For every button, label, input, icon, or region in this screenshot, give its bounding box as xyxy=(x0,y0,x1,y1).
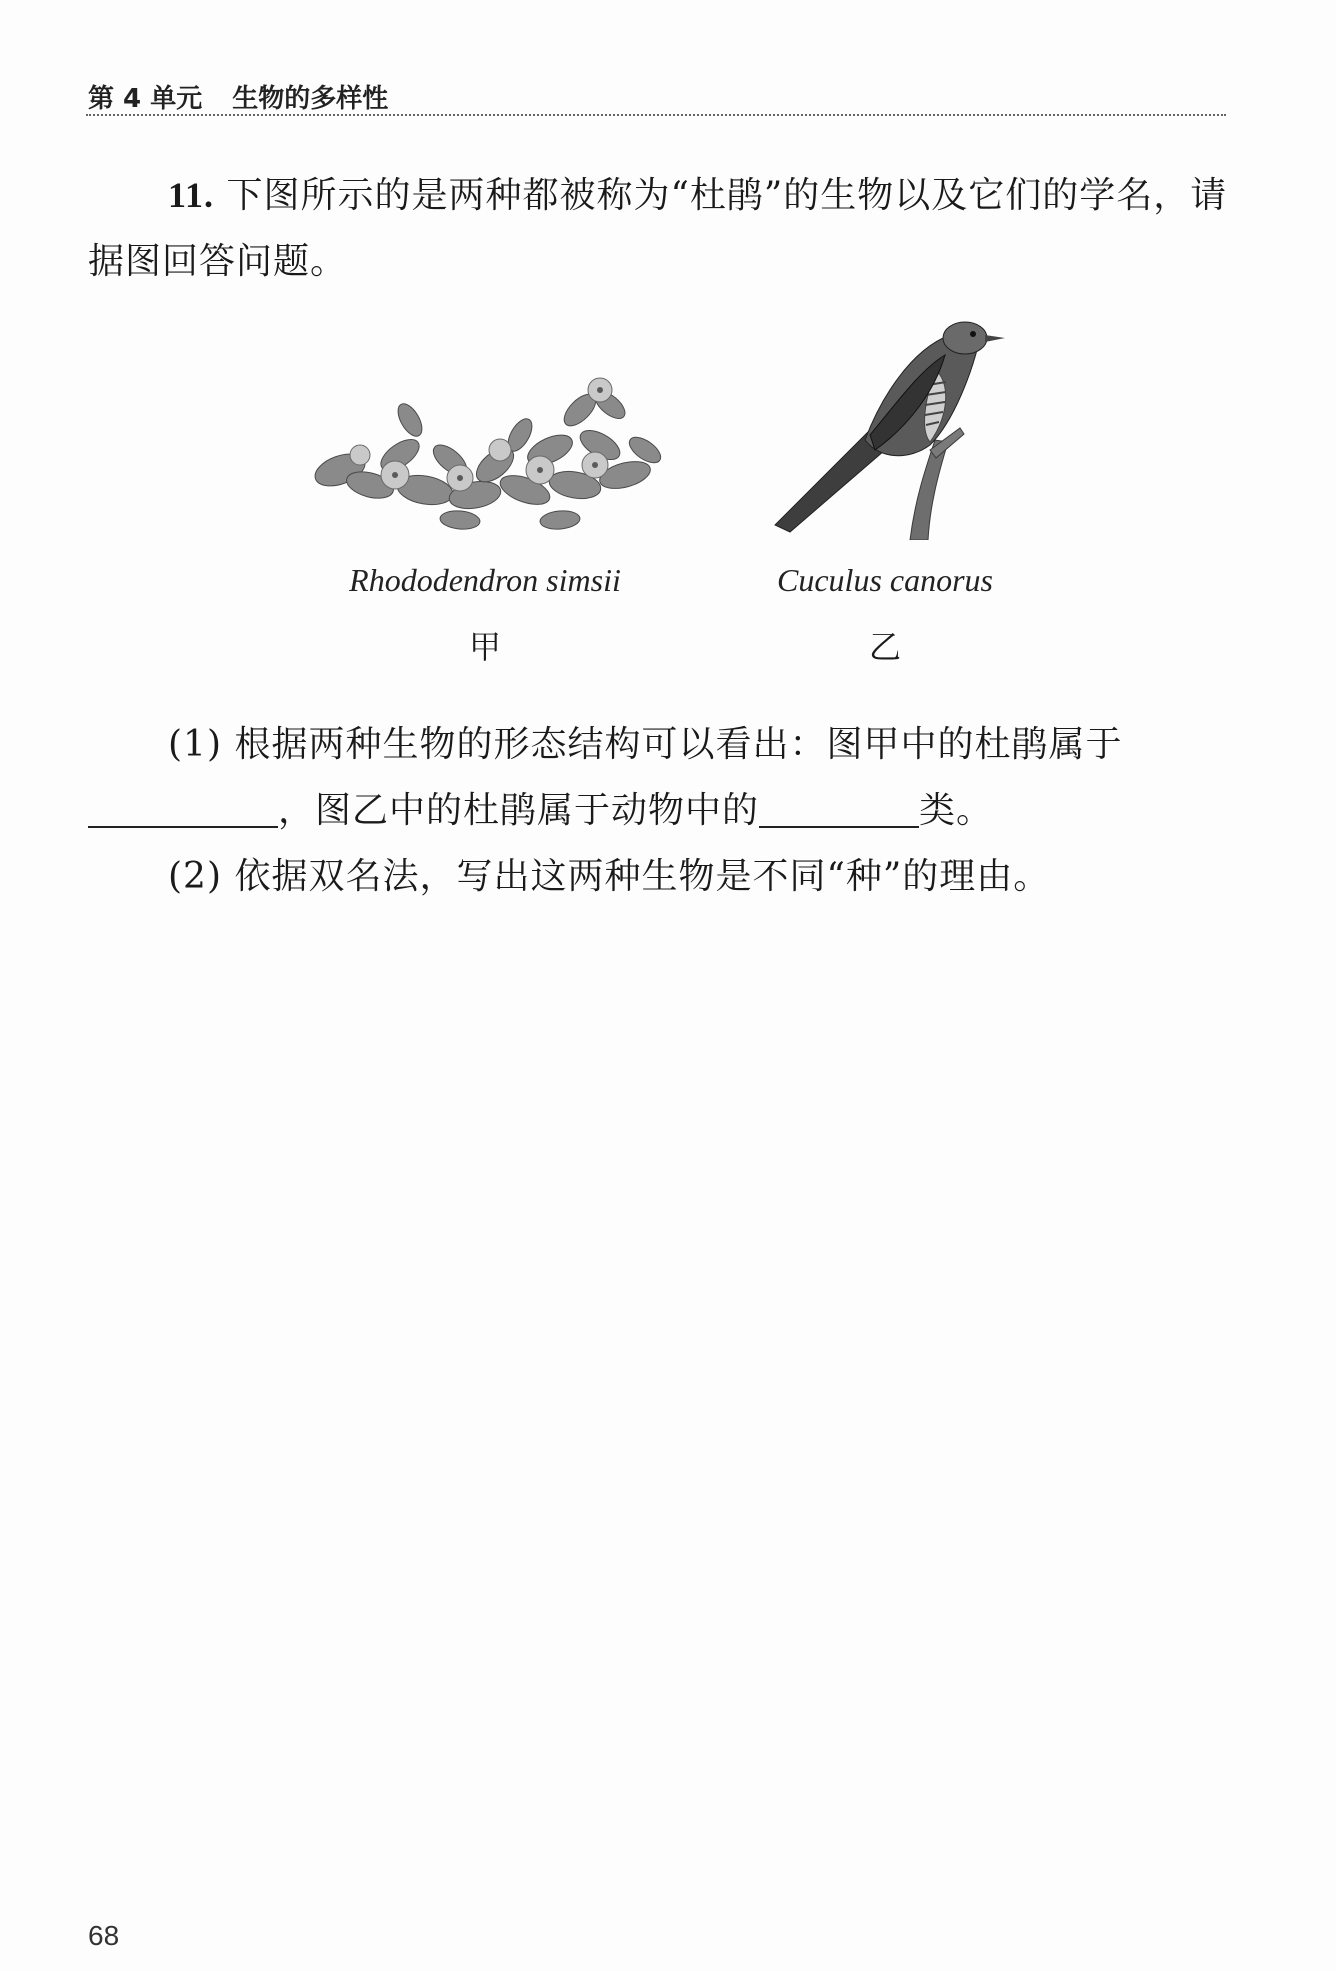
page-number: 68 xyxy=(88,1920,120,1951)
sub-question-1-part-b: ，图乙中的杜鹃属于动物中的 xyxy=(278,790,760,831)
azalea-plant-icon xyxy=(300,350,670,540)
scientific-name-jia: Rhododendron simsii xyxy=(349,562,621,598)
sub-question-1-part-a: (1) 根据两种生物的形态结构可以看出：图甲中的杜鹃属于 xyxy=(168,724,1123,765)
figure-label-yi: 乙 xyxy=(868,628,901,666)
unit-title: 生物的多样性 xyxy=(232,84,389,114)
sub-question-1-part-c: 类。 xyxy=(919,790,994,831)
sub-question-2-text: (2) 依据双名法，写出这两种生物是不同“种”的理由。 xyxy=(168,856,1051,897)
question-text: 下图所示的是两种都被称为“杜鹃”的生物以及它们的学名，请据图回答问题。 xyxy=(88,175,1228,282)
answer-blank-2[interactable] xyxy=(759,782,919,828)
cuckoo-bird-icon xyxy=(760,310,1010,540)
header-divider xyxy=(86,114,1226,116)
figure-label-jia: 甲 xyxy=(468,628,501,666)
sub-question-2 xyxy=(88,844,1228,910)
question-intro xyxy=(88,162,1228,295)
unit-label: 第 4 单元 xyxy=(88,84,203,114)
answer-blank-1[interactable] xyxy=(88,782,278,828)
figure-area xyxy=(0,300,1336,680)
sub-question-1 xyxy=(88,712,1228,844)
unit-header xyxy=(88,78,388,115)
scientific-name-yi: Cuculus canorus xyxy=(777,562,993,598)
question-number: 11. xyxy=(168,175,215,215)
